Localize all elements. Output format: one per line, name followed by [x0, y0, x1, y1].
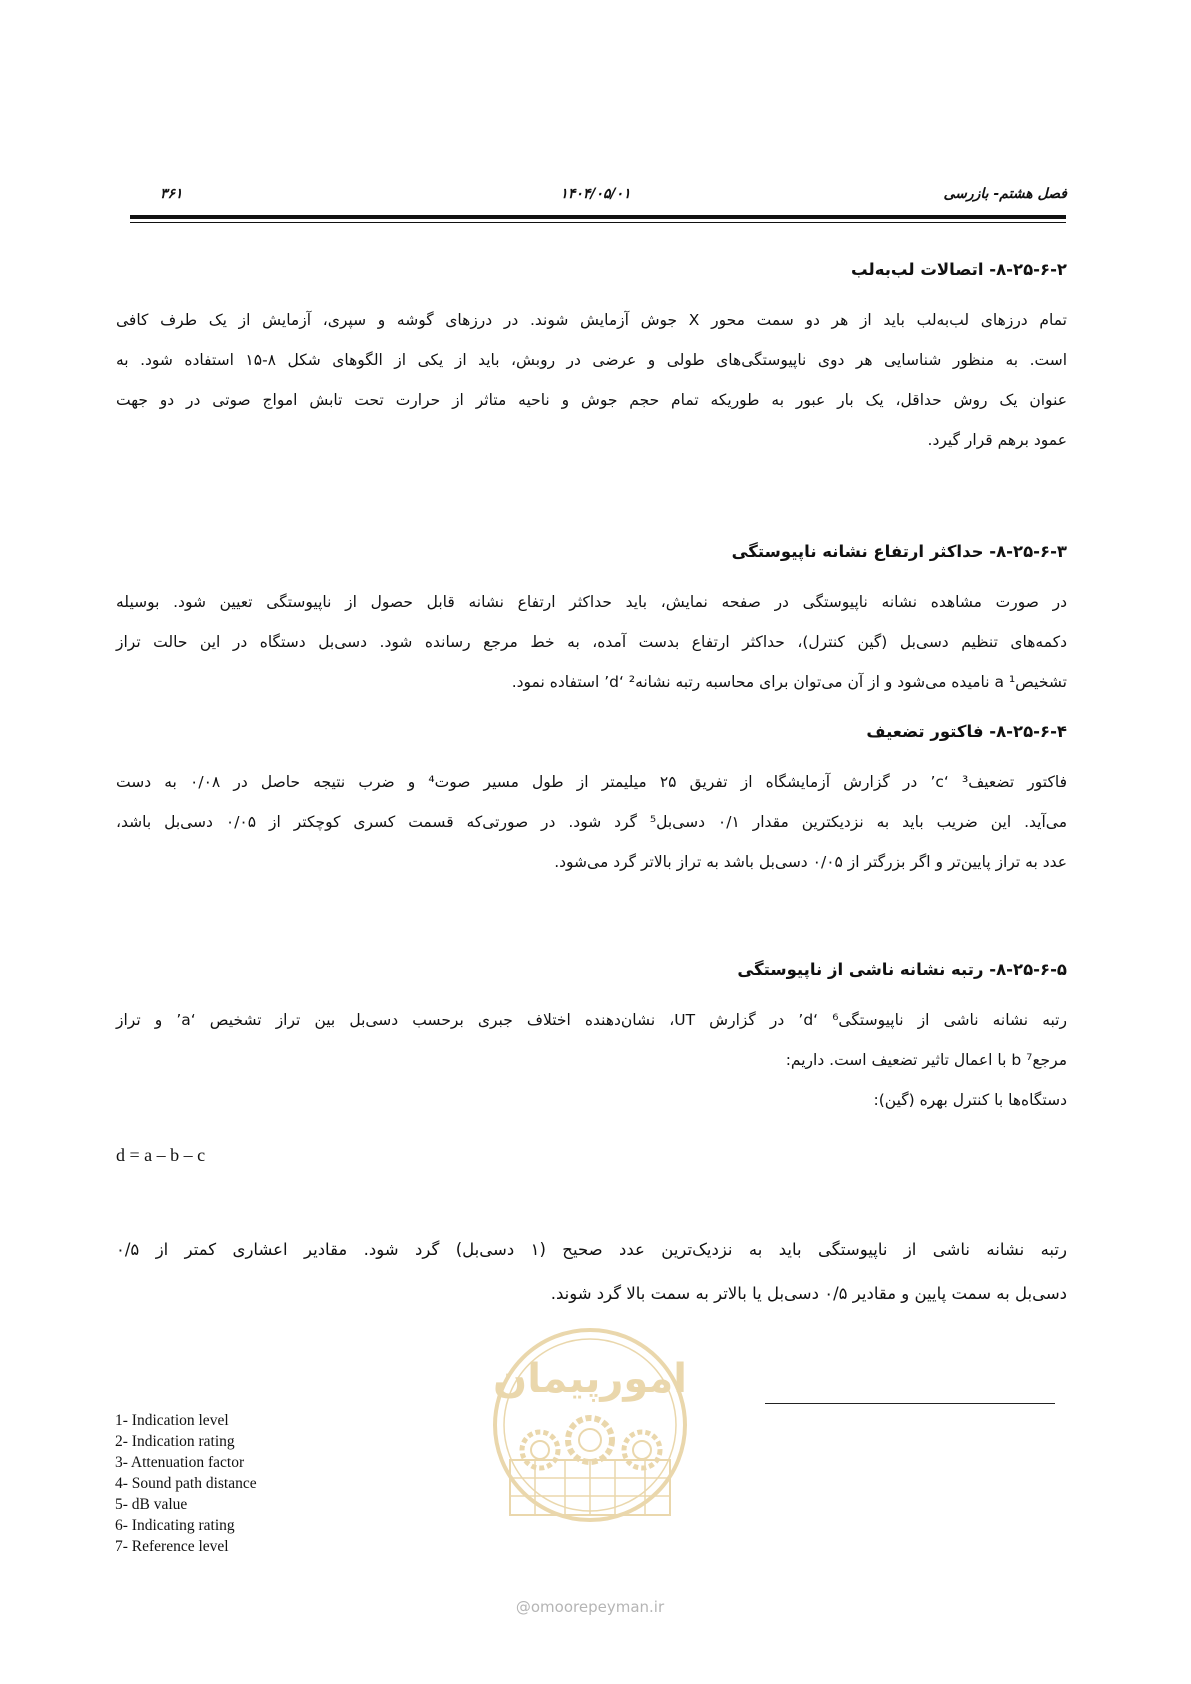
paragraph-line: در صورت مشاهده نشانه ناپیوستگی در صفحه نمایش، باید حداکثر ارتفاع نشانه قابل حصول از ناپیوستگی تعیین شود. بوسیله — [116, 593, 1067, 611]
paragraph-line: دکمه‌های تنظیم دسی‌بل (گین کنترل)، حداکثر ارتفاع بدست آمده، به خط مرجع رسانده شود. دسی‌بل دستگاه در این حالت تراز — [116, 633, 1067, 651]
section-heading-butt-joints: ۸-۲۵-۶-۲- اتصالات لب‌به‌لب — [851, 260, 1067, 279]
header-date: ۱۴۰۴/۰۵/۰۱ — [560, 186, 631, 202]
footnote-item: 5- dB value — [115, 1496, 188, 1513]
watermark-logo — [490, 1320, 690, 1585]
paragraph-line: عمود برهم قرار گیرد. — [927, 431, 1067, 449]
watermark-url: @omoorepeyman.ir — [515, 1598, 665, 1616]
header-rule-thick — [130, 215, 1066, 219]
rounding-paragraph — [116, 1228, 1067, 1316]
watermark-text: امورپیمان — [493, 1356, 687, 1402]
paragraph-line: دسی‌بل به سمت پایین و مقادیر ۰/۵ دسی‌بل یا بالاتر به سمت بالا گرد شوند. — [550, 1284, 1067, 1303]
footnote-separator — [765, 1403, 1055, 1404]
header-rule-thin — [130, 222, 1066, 223]
page-number: ۳۶۱ — [160, 186, 183, 202]
footnote-item: 3- Attenuation factor — [115, 1454, 245, 1471]
paragraph-line: می‌آید. این ضریب باید به نزدیکترین مقدار ۰/۱ دسی‌بل⁵ گرد شود. در صورتی‌که قسمت کسری کوچکتر از ۰/۰۵ دسی‌بل باشد، — [116, 813, 1067, 831]
paragraph-line: دستگاه‌ها با کنترل بهره (گین): — [873, 1091, 1067, 1109]
section-paragraph-attenuation — [116, 762, 1067, 882]
paragraph-line: تشخیص¹ a نامیده می‌شود و از آن می‌توان برای محاسبه رتبه نشانه² ‘d’ استفاده نمود. — [511, 673, 1067, 691]
footnotes — [115, 1410, 257, 1557]
footnote-item: 7- Reference level — [115, 1538, 229, 1555]
section-paragraph-butt-joints — [116, 300, 1067, 460]
paragraph-line: رتبه نشانه ناشی از ناپیوستگی⁶ ‘d’ در گزارش UT، نشان‌دهنده اختلاف جبری برحسب دسی‌بل بین تراز تشخیص ‘a’ و تراز — [116, 1011, 1067, 1029]
footnote-item: 4- Sound path distance — [115, 1475, 257, 1492]
paragraph-line: عنوان یک روش حداقل، یک بار عبور به طوریکه تمام حجم جوش و ناحیه متاثر از حرارت تحت تابش امواج صوتی در دو جهت — [116, 391, 1067, 409]
footnote-item: 6- Indicating rating — [115, 1517, 235, 1534]
footnote-item: 1- Indication level — [115, 1412, 229, 1429]
chapter-title: فصل هشتم- بازرسی — [943, 186, 1067, 202]
section-heading-max-indication: ۸-۲۵-۶-۳- حداکثر ارتفاع نشانه ناپیوستگی — [731, 542, 1067, 561]
footnote-item: 2- Indication rating — [115, 1433, 235, 1450]
paragraph-line: مرجع⁷ b با اعمال تاثیر تضعیف است. داریم: — [785, 1051, 1067, 1069]
paragraph-line: فاکتور تضعیف³ ‘c’ در گزارش آزمایشگاه از تفریق ۲۵ میلیمتر از طول مسیر صوت⁴ و ضرب نتیجه حاصل در ۰/۰۸ به دست — [116, 773, 1067, 791]
section-heading-indication-rating: ۸-۲۵-۶-۵- رتبه نشانه ناشی از ناپیوستگی — [737, 960, 1067, 979]
section-paragraph-max-indication — [116, 582, 1067, 702]
paragraph-line: است. به منظور شناسایی هر دوی ناپیوستگی‌های طولی و عرضی در روبش، باید از یکی از الگوهای شکل ۸-۱۵ استفاده شود. به — [116, 351, 1068, 369]
paragraph-line: رتبه نشانه ناشی از ناپیوستگی باید به نزدیک‌ترین عدد صحیح (۱ دسی‌بل) گرد شود. مقادیر اعشاری کمتر از ۰/۵ — [116, 1240, 1067, 1259]
paragraph-line: عدد به تراز پایین‌تر و اگر بزرگتر از ۰/۰۵ دسی‌بل باشد به تراز بالاتر گرد می‌شود. — [554, 853, 1067, 871]
paragraph-line: تمام درزهای لب‌به‌لب باید از هر دو سمت محور X جوش آزمایش شوند. در درزهای گوشه و سپری، آزمایش از یک طرف کافی — [116, 311, 1067, 329]
rating-formula: d = a – b – c — [116, 1145, 206, 1165]
section-paragraph-indication-rating — [116, 1000, 1067, 1120]
section-heading-attenuation: ۸-۲۵-۶-۴- فاکتور تضعیف — [866, 722, 1067, 741]
